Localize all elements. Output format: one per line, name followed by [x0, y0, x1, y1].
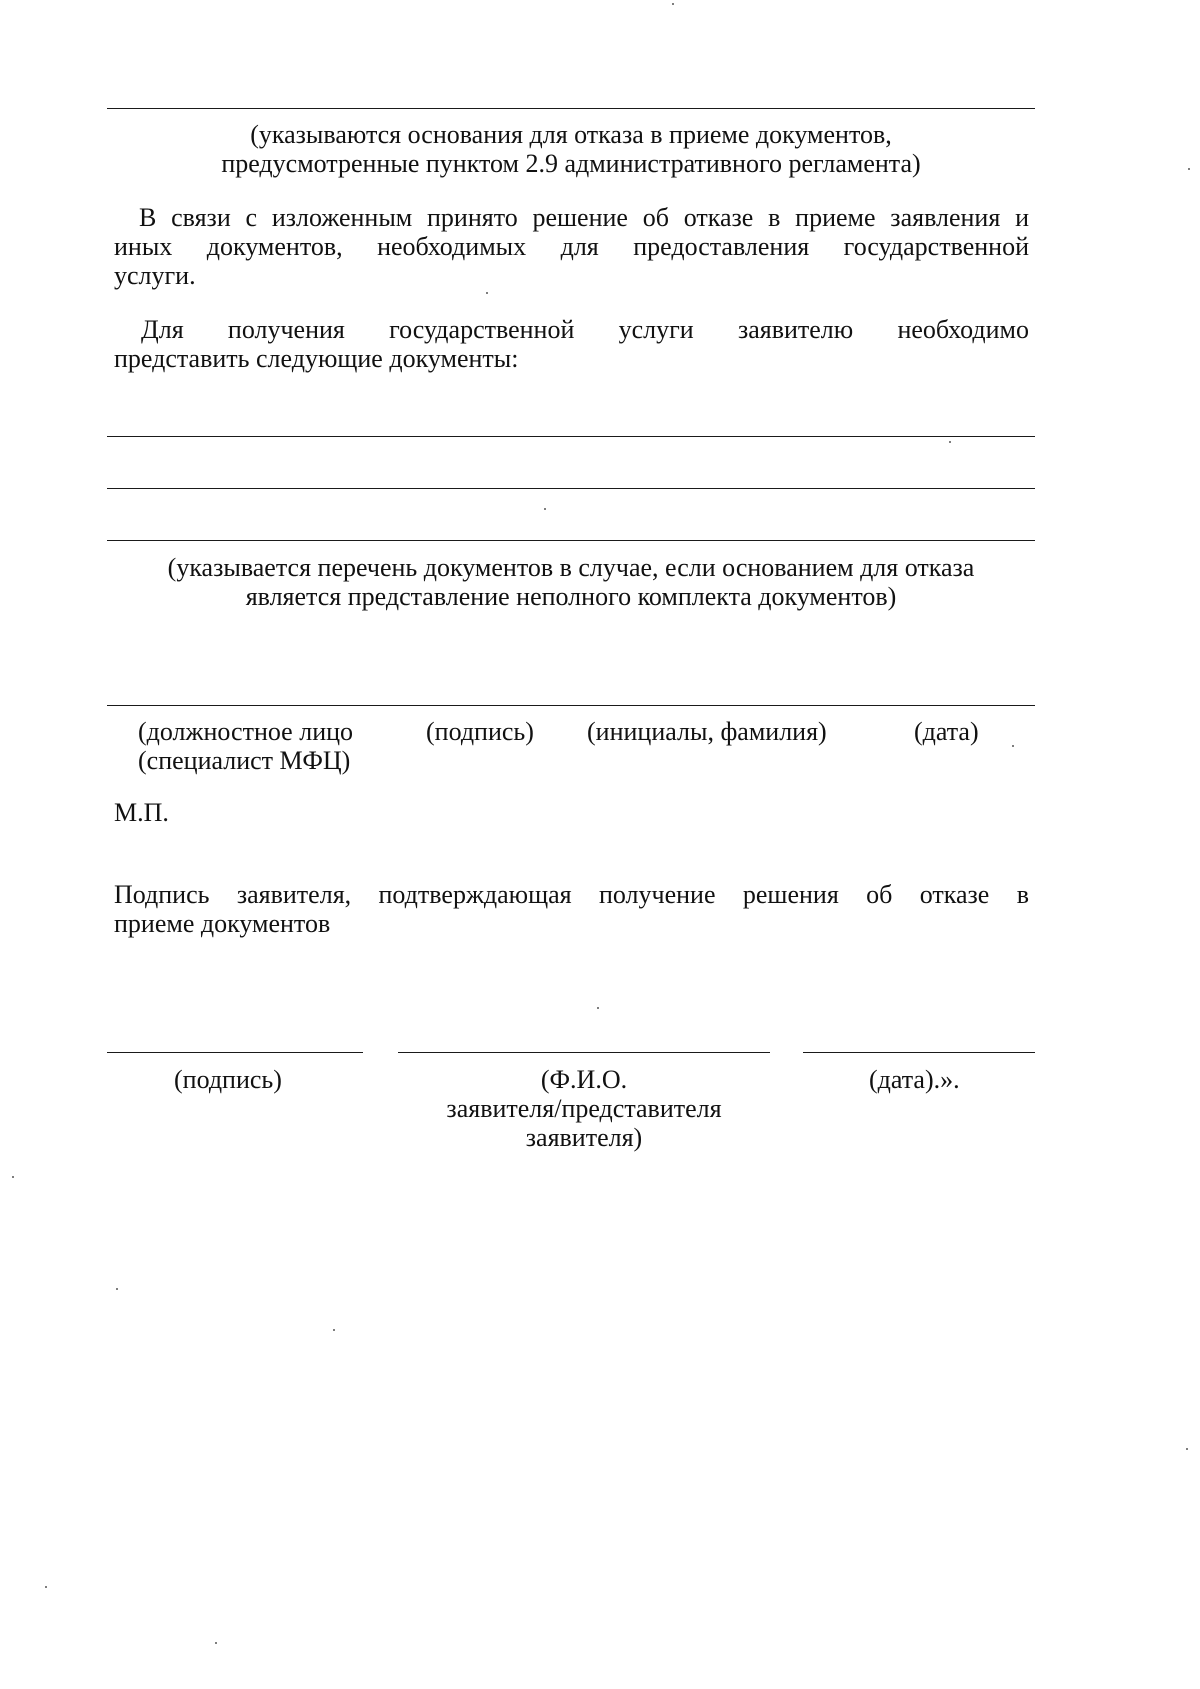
scan-speck — [1188, 168, 1190, 170]
official-initials-caption: (инициалы, фамилия) — [587, 717, 827, 746]
docs-list-caption-line-2: является представление неполного комплекта документов) — [245, 582, 897, 611]
applicant-date-line — [803, 1052, 1035, 1053]
grounds-caption — [107, 120, 1035, 178]
docs-blank-line-3 — [107, 540, 1035, 541]
scan-speck — [45, 1586, 47, 1588]
applicant-confirmation-line-1: Подпись заявителя, подтверждающая получение решения об отказе в — [114, 880, 1029, 909]
scan-speck — [116, 1288, 118, 1290]
applicant-fio-line — [398, 1052, 770, 1053]
required-docs-line-2: представить следующие документы: — [114, 344, 519, 373]
required-docs-paragraph — [114, 315, 1029, 373]
scan-speck — [672, 3, 674, 5]
required-docs-line-1: Для получения государственной услуги заявителю необходимо — [141, 315, 1029, 344]
decision-line-1: В связи с изложенным принято решение об отказе в приеме заявления и — [139, 203, 1029, 232]
official-position-line-1: (должностное лицо — [138, 717, 354, 746]
official-signature-caption: (подпись) — [426, 717, 534, 746]
docs-list-caption — [107, 553, 1035, 611]
applicant-signature-line — [107, 1052, 363, 1053]
scan-speck — [544, 508, 546, 510]
official-position-line-2: (специалист МФЦ) — [138, 746, 351, 775]
docs-list-caption-line-1: (указывается перечень документов в случае, если основанием для отказа — [167, 553, 975, 582]
scan-speck — [486, 292, 488, 294]
applicant-date-caption: (дата).». — [869, 1065, 960, 1094]
applicant-signature-caption: (подпись) — [174, 1065, 282, 1094]
applicant-fio-line-3: заявителя) — [525, 1123, 643, 1152]
grounds-caption-line-2: предусмотренные пунктом 2.9 административного регламента) — [221, 149, 921, 178]
grounds-caption-line-1: (указываются основания для отказа в приеме документов, — [250, 120, 892, 149]
decision-paragraph — [114, 203, 1029, 290]
decision-line-2: иных документов, необходимых для предоставления государственной — [114, 232, 1029, 261]
docs-blank-line-2 — [107, 488, 1035, 489]
scan-speck — [1012, 745, 1014, 747]
scan-speck — [215, 1642, 217, 1644]
official-position-caption — [138, 717, 353, 775]
applicant-fio-caption — [398, 1065, 770, 1152]
scan-speck — [1186, 1448, 1188, 1450]
grounds-blank-line — [107, 108, 1035, 109]
applicant-fio-line-2: заявителя/представителя — [446, 1094, 722, 1123]
docs-blank-line-1 — [107, 436, 1035, 437]
applicant-confirmation-line-2: приеме документов — [114, 909, 331, 938]
applicant-fio-line-1: (Ф.И.О. — [540, 1065, 628, 1094]
official-date-caption: (дата) — [914, 717, 979, 746]
applicant-confirmation-paragraph — [114, 880, 1029, 938]
scan-speck — [12, 1176, 14, 1178]
official-signature-line — [107, 705, 1035, 706]
scan-speck — [949, 441, 951, 443]
scan-speck — [597, 1007, 599, 1009]
decision-line-3: услуги. — [114, 261, 196, 290]
seal-mark: М.П. — [114, 798, 169, 827]
scan-speck — [333, 1329, 335, 1331]
